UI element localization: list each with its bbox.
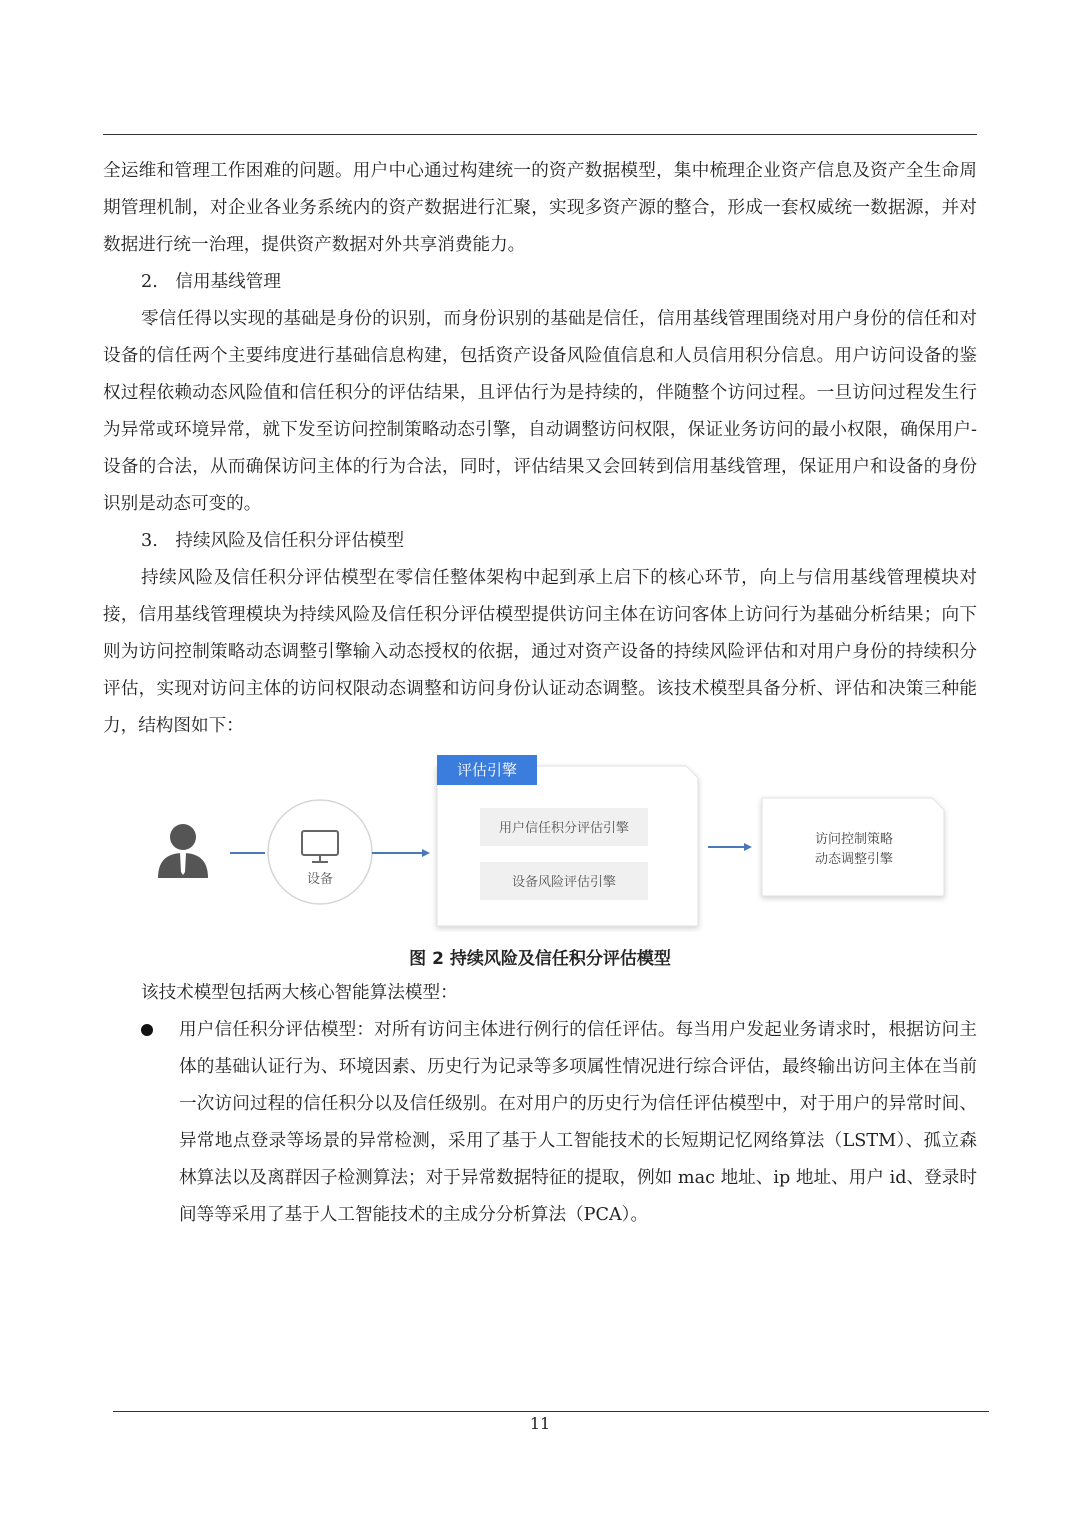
paragraph-1: 全运维和管理工作困难的问题。用户中心通过构建统一的资产数据模型，集中梳理企业资产信息及资产全生命周期管理机制，对企业各业务系统内的资产数据进行汇聚，实现多资产源的整合，形成一套权威统一数据源，并对数据进行统一治理，提供资产数据对外共享消费能力。	[103, 161, 977, 255]
page-number: 11	[529, 1414, 551, 1433]
arrowhead-engine-to-policy	[744, 843, 752, 851]
figure-caption: 图 2 持续风险及信任积分评估模型	[409, 949, 671, 969]
evaluation-engine-box	[437, 755, 698, 926]
body-text	[103, 153, 977, 745]
section-heading-3: 3. 持续风险及信任积分评估模型	[141, 531, 405, 551]
figure-diagram	[150, 752, 950, 932]
engine-item-device-risk-label: 设备风险评估引擎	[511, 875, 617, 890]
arrowhead-device-to-engine	[422, 849, 430, 857]
access-policy-engine-box	[762, 798, 944, 896]
engine-item-user-trust-label: 用户信任积分评估引擎	[498, 821, 630, 836]
engine-tab-label: 评估引擎	[456, 761, 518, 779]
policy-label-line-2: 动态调整引擎	[814, 852, 894, 867]
bullet-item-text: 用户信任积分评估模型：对所有访问主体进行例行的信任评估。每当用户发起业务请求时，根据访问主体的基础认证行为、环境因素、历史行为记录等多项属性情况进行综合评估，最终输出访问主体在当前一次访问过程的信任积分以及信任级别。在对用户的历史行为信任评估模型中，对于用户的异常时间、异常地点登录等场景的异常检测，采用了基于人工智能技术的长短期记忆网络算法（LSTM）、孤立森林算法以及离群因子检测算法；对于异常数据特征的提取，例如 mac 地址、ip 地址、用户 id、登录时间等等采用了基于人工智能技术的主成分分析算法（PCA）。	[179, 1020, 977, 1225]
footer-rule	[113, 1411, 989, 1412]
paragraph-2: 零信任得以实现的基础是身份的识别，而身份识别的基础是信任，信用基线管理围绕对用户身份的信任和对设备的信任两个主要纬度进行基础信息构建，包括资产设备风险值信息和人员信用积分信息。用户访问设备的鉴权过程依赖动态风险值和信任积分的评估结果，且评估行为是持续的，伴随整个访问过程。一旦访问过程发生行为异常或环境异常，就下发至访问控制策略动态引擎，自动调整访问权限，保证业务访问的最小权限，确保用户-设备的合法，从而确保访问主体的行为合法，同时，评估结果又会回转到信用基线管理，保证用户和设备的身份识别是动态可变的。	[103, 309, 977, 514]
after-figure-text	[103, 975, 977, 1234]
policy-label-line-1: 访问控制策略	[814, 832, 894, 847]
bullet-item-user-trust-model	[103, 1012, 977, 1234]
paragraph-3: 持续风险及信任积分评估模型在零信任整体架构中起到承上启下的核心环节，向上与信用基线管理模块对接，信用基线管理模块为持续风险及信任积分评估模型提供访问主体在访问客体上访问行为基础分析结果；向下则为访问控制策略动态调整引擎输入动态授权的依据，通过对资产设备的持续风险评估和对用户身份的持续积分评估，实现对访问主体的访问权限动态调整和访问身份认证动态调整。该技术模型具备分析、评估和决策三种能力，结构图如下：	[103, 568, 977, 736]
device-label: 设备	[306, 872, 334, 887]
header-rule	[103, 134, 977, 135]
architecture-figure	[150, 752, 950, 932]
models-intro: 该技术模型包括两大核心智能算法模型：	[141, 983, 458, 1003]
user-icon	[158, 824, 208, 878]
section-heading-2: 2. 信用基线管理	[141, 272, 281, 292]
device-node	[268, 800, 372, 904]
bullet-dot	[141, 1024, 153, 1036]
